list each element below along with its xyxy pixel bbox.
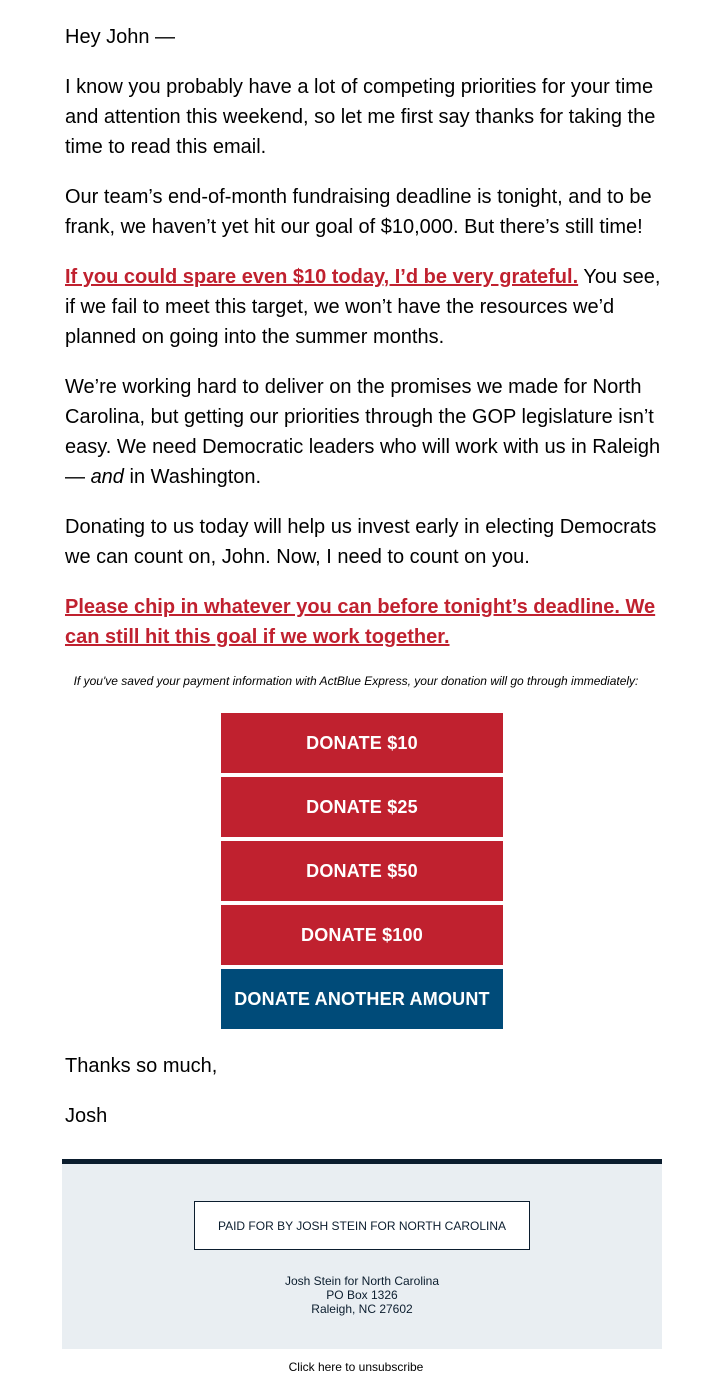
mailing-address (62, 1274, 662, 1316)
footer (62, 1159, 662, 1349)
greeting: Hey John — (65, 26, 176, 48)
chip-in-link[interactable]: Please chip in whatever you can before tonight’s deadline. We can still hit this goal if we work together. (65, 596, 656, 648)
paragraph-ask-rest: You see, if we fail to meet this target, we won’t have the resources we’d planned on going into the summer months. (65, 266, 661, 348)
emphasis-and: and (90, 466, 124, 488)
donate-another-amount-button[interactable]: DONATE ANOTHER AMOUNT (221, 969, 503, 1029)
paragraph-priorities-end: in Washington. (123, 466, 262, 488)
paragraph-priorities (65, 372, 665, 492)
paragraph-deadline: Our team’s end-of-month fundraising deadline is tonight, and to be frank, we haven’t yet hit our goal of $10,000. But there’s still time! (65, 186, 652, 238)
email-body (65, 22, 665, 672)
thanks-text: Thanks so much, (65, 1055, 218, 1077)
address-po-box: PO Box 1326 (326, 1288, 398, 1302)
donate-50-button[interactable]: DONATE $50 (221, 841, 503, 901)
address-city: Raleigh, NC 27602 (311, 1302, 413, 1316)
donate-10-button[interactable]: DONATE $10 (221, 713, 503, 773)
paid-for-disclaimer: PAID FOR BY JOSH STEIN FOR NORTH CAROLINA (194, 1201, 530, 1250)
donate-25-button[interactable]: DONATE $25 (221, 777, 503, 837)
paragraph-count-on-you: Donating to us today will help us invest early in electing Democrats we can count on, John. Now, I need to count on you. (65, 516, 657, 568)
ask-link[interactable]: If you could spare even $10 today, I’d be very grateful. (65, 266, 579, 288)
donate-100-button[interactable]: DONATE $100 (221, 905, 503, 965)
address-org: Josh Stein for North Carolina (284, 1274, 440, 1288)
paragraph-chip-in (65, 592, 665, 652)
signature: Josh (65, 1105, 108, 1127)
actblue-express-note: If you've saved your payment information with ActBlue Express, your donation will go through immediately: (73, 674, 639, 688)
paragraph-priorities-start: We’re working hard to deliver on the promises we made for North Carolina, but getting our priorities through the GOP legislature isn’t easy. We need Democratic leaders who will work with us in Raleigh — (65, 376, 661, 488)
paragraph-intro: I know you probably have a lot of competing priorities for your time and attention this weekend, so let me first say thanks for taking the time to read this email. (65, 76, 656, 158)
unsubscribe-link[interactable]: Click here to unsubscribe (288, 1360, 424, 1374)
paragraph-ask (65, 262, 665, 352)
